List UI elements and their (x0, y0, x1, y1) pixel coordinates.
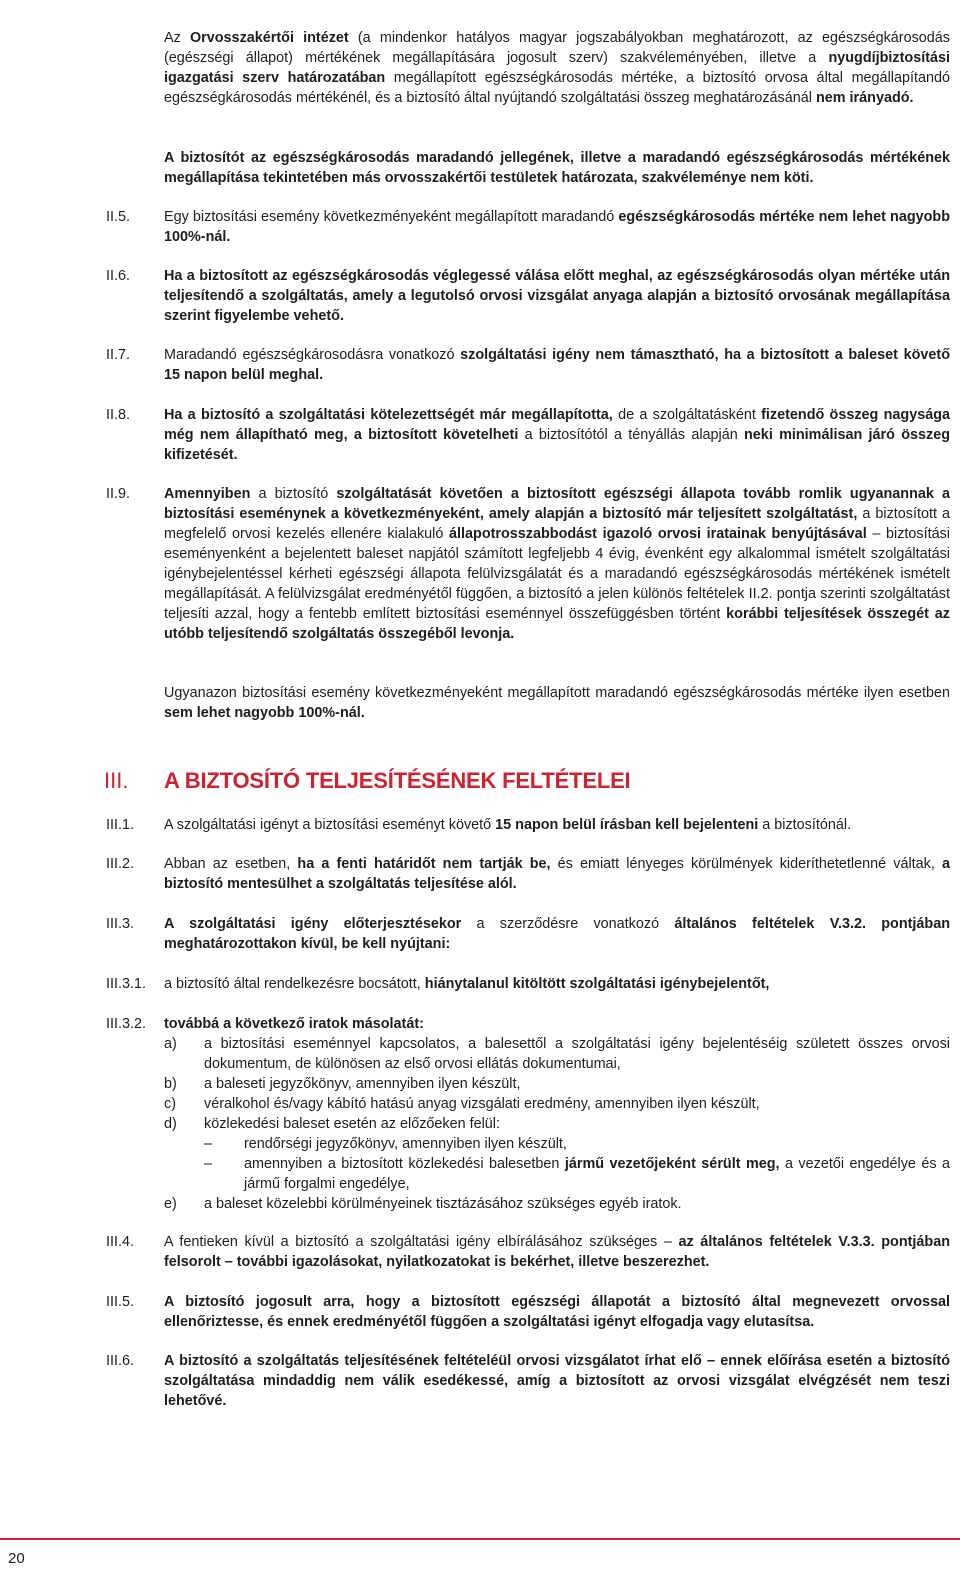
list-text: közlekedési baleset esetén az előzőeken felül: (204, 1116, 500, 1132)
list-label: a) (164, 1036, 177, 1052)
text-run: állapotrosszabbodást igazoló orvosi iratainak benyújtásával (449, 526, 867, 542)
sub-list-item (204, 1154, 950, 1194)
list-label: e) (164, 1196, 177, 1212)
text-run: Az (164, 30, 190, 46)
list-item (164, 1074, 950, 1094)
text-run: Orvosszakértői intézet (189, 30, 349, 46)
text-run: – biztosítási eseményenként a bejelentett baleset napjától számított legfeljebb 4 évig, évenként egy alkalommal ismételt szolgáltatási igénybejelentéssel kérheti egészségi állapota felülvizsgálatát és a maradandó egészségkárosodás mértékének ismételt megállapítását. A felülvizsgálat eredményétől függően, a biztosító a jelen különös feltételek II.2. pontja szerinti szolgáltatást teljesíti azzal, hogy a fentebb említett biztosítási eseménnyel összefüggésben történt (164, 526, 950, 622)
text-run: a szerződésre vonatkozó (461, 916, 675, 932)
dash-bullet: – (204, 1156, 213, 1172)
clause-iii1 (164, 815, 950, 835)
clause-number-iii6: III.6. (106, 1353, 134, 1369)
text-run: Ugyanazon biztosítási esemény következményeként megállapított maradandó egészségkárosodás mértéke ilyen esetben (164, 685, 950, 701)
clause-number-iii1: III.1. (106, 817, 134, 833)
text-run: a biztosítótól a tényállás alapján (518, 427, 745, 443)
text-run: Amennyiben (164, 486, 251, 502)
list-item (164, 1114, 950, 1194)
clause-iii5 (164, 1292, 950, 1332)
text-run: 15 napon belül írásban kell bejelenteni (495, 817, 759, 833)
text-run: hiánytalanul kitöltött szolgáltatási igénybejelentőt, (424, 976, 770, 992)
text-run: neki minimálisan járó összeg kifizetését. (164, 427, 950, 463)
intro-paragraph-1 (164, 28, 950, 108)
clause-number-iii4: III.4. (106, 1234, 134, 1250)
list-label: d) (164, 1116, 177, 1132)
list-label: b) (164, 1076, 177, 1092)
text-run: a biztosítónál. (758, 817, 852, 833)
clause-number-iii3: III.3. (106, 916, 134, 932)
text-run: szolgáltatási igény nem támasztható, ha a biztosított a baleset követő 15 napon belül meghal. (164, 347, 950, 383)
text-run: a biztosító mentesülhet a szolgáltatás teljesítése alól. (164, 856, 951, 892)
text-run: Ha a biztosított az egészségkárosodás véglegessé válása előtt meghal, az egészségkárosodás olyan mértéke után teljesítendő a szolgáltatás, amely a legutolsó orvosi vizsgálat anyaga alapján a biztosító orvosának megállapítása szerint figyelembe vehető. (164, 268, 950, 324)
text-run: A biztosító jogosult arra, hogy a biztosított egészségi állapotát a biztosító által megnevezett orvossal ellenőriztesse, és ennek eredményétől függően a szolgáltatási igényt elfogadja vagy elutasítsa. (164, 1294, 950, 1330)
text-run: sem lehet nagyobb 100%-nál. (164, 705, 365, 721)
text-run: továbbá a következő iratok másolatát: (164, 1016, 424, 1032)
text-run: A szolgáltatási igény előterjesztésekor (164, 916, 462, 932)
list-item (164, 1094, 950, 1114)
list-item (164, 1194, 950, 1214)
text-run: szolgáltatását követően a biztosított egészségi állapota tovább romlik ugyanannak a biztosítási eseménynek a következményeként, amely alapján a biztosító már teljesített szolgáltatást, (164, 486, 950, 522)
list-item (164, 1034, 950, 1074)
list-text: véralkohol és/vagy kábító hatású anyag vizsgálati eredmény, amennyiben ilyen készült, (204, 1096, 760, 1112)
text-run: Maradandó egészségkárosodásra vonatkozó (164, 347, 461, 363)
list-text: rendőrségi jegyzőkönyv, amennyiben ilyen készült, (244, 1136, 567, 1152)
text-run: megállapított egészségkárosodás mértéke, a biztosító orvosa által megállapítandó egészségkárosodás mértékénél, és a biztosító által nyújtandó szolgáltatási összeg meghatározásánál (164, 70, 950, 106)
clause-iii6 (164, 1351, 950, 1411)
list-text: a baleset közelebbi körülményeinek tisztázásához szükséges egyéb iratok. (204, 1196, 682, 1212)
sub-list-item (204, 1134, 950, 1154)
page-number: 20 (8, 1550, 25, 1567)
clause-ii7 (164, 345, 950, 385)
text-run: (a mindenkor hatályos magyar jogszabályokban meghatározott, az egészségkárosodás (egészségi állapot) mértékének megállapítására jogosult szerv) szakvéleményében, illetve a (164, 30, 951, 66)
text-run: korábbi teljesítések összegét az utóbb teljesítendő szolgáltatás összegéből levonja. (164, 606, 950, 642)
clause-iii4 (164, 1232, 950, 1272)
clause-ii8 (164, 405, 950, 465)
text-run: és emiatt lényeges körülmények kideríthetetlenné váltak, (550, 856, 942, 872)
clause-number-iii2: III.2. (106, 856, 134, 872)
text-run: Abban az esetben, (164, 856, 298, 872)
text-run: a biztosító által rendelkezésre bocsátott, (164, 976, 425, 992)
text-run: a vezetői engedélye és a jármű forgalmi engedélye, (244, 1156, 950, 1192)
clause-ii6 (164, 266, 950, 326)
document-list (164, 1034, 950, 1214)
clause-iii3 (164, 914, 950, 954)
text-run: egészségkárosodás mértéke nem lehet nagyobb 100%-nál. (164, 209, 950, 245)
section-title: A BIZTOSÍTÓ TELJESÍTÉSÉNEK FELTÉTELEI (164, 768, 631, 793)
text-run: a biztosított a megfelelő orvosi kezelés ellenére kialakuló (164, 506, 951, 542)
text-run: Ha a biztosító a szolgáltatási kötelezettségét már megállapította, (164, 407, 613, 423)
list-text: a biztosítási eseménnyel kapcsolatos, a balesettől a szolgáltatási igény bejelentéséig született összes orvosi dokumentum, de különösen az első orvosi ellátás dokumentumai, (204, 1036, 950, 1072)
clause-number-iii31: III.3.1. (106, 976, 146, 992)
section-number: III. (104, 768, 129, 793)
text-run: A szolgáltatási igényt a biztosítási eseményt követő (164, 817, 496, 833)
text-run: A biztosítót az egészségkárosodás maradandó jellegének, illetve a maradandó egészségkárosodás mértékének megállapítása tekintetében más orvosszakértői testületek határozata, szakvéleménye nem köti. (164, 150, 950, 186)
clause-number-ii7: II.7. (106, 347, 130, 363)
footer-divider (0, 1538, 960, 1540)
clause-ii9 (164, 484, 950, 644)
clause-number-iii32: III.3.2. (106, 1016, 146, 1032)
text-run: jármű vezetőjeként sérült meg, (564, 1156, 780, 1172)
clause-iii32-heading (164, 1014, 950, 1034)
text-run: Egy biztosítási esemény következményeként megállapított maradandó (164, 209, 619, 225)
text-run: de a szolgáltatásként (612, 407, 762, 423)
clause-number-ii9: II.9. (106, 486, 130, 502)
text-run: A biztosító a szolgáltatás teljesítésének feltételéül orvosi vizsgálatot írhat elő – ennek előírása esetén a biztosító szolgáltatása mindaddig nem válik esedékessé, amíg a biztosított az orvosi vizsgálat elvégzését nem teszi lehetővé. (164, 1353, 950, 1409)
clause-number-iii5: III.5. (106, 1294, 134, 1310)
text-run: A fentieken kívül a biztosító a szolgáltatási igény elbírálásához szükséges – (164, 1234, 679, 1250)
text-run: általános feltételek V.3.2. pontjában meghatározottakon kívül, be kell nyújtani: (164, 916, 950, 952)
text-run: nyugdíjbiztosítási igazgatási szerv határozatában (164, 50, 950, 86)
dash-bullet: – (204, 1136, 213, 1152)
clause-iii31 (164, 974, 950, 994)
list-label: c) (164, 1096, 176, 1112)
text-run: az általános feltételek V.3.3. pontjában felsorolt – további igazolásokat, nyilatkozatokat is bekérhet, illetve beszerezhet. (164, 1234, 950, 1270)
text-run: ha a fenti határidőt nem tartják be, (297, 856, 551, 872)
text-run: a biztosító (250, 486, 337, 502)
text-run: nem irányadó. (815, 90, 914, 106)
clause-ii9-continuation (164, 683, 950, 723)
intro-paragraph-2 (164, 148, 950, 188)
clause-number-ii6: II.6. (106, 268, 130, 284)
sub-list (204, 1134, 950, 1194)
text-run: fizetendő összeg nagysága még nem állapítható meg, a biztosított követelheti (164, 407, 951, 443)
list-text: a baleseti jegyzőkönyv, amennyiben ilyen készült, (204, 1076, 521, 1092)
clause-ii5 (164, 207, 950, 247)
clause-iii2 (164, 854, 950, 894)
clause-number-ii8: II.8. (106, 407, 130, 423)
clause-number-ii5: II.5. (106, 209, 130, 225)
text-run: amennyiben a biztosított közlekedési balesetben (244, 1156, 565, 1172)
